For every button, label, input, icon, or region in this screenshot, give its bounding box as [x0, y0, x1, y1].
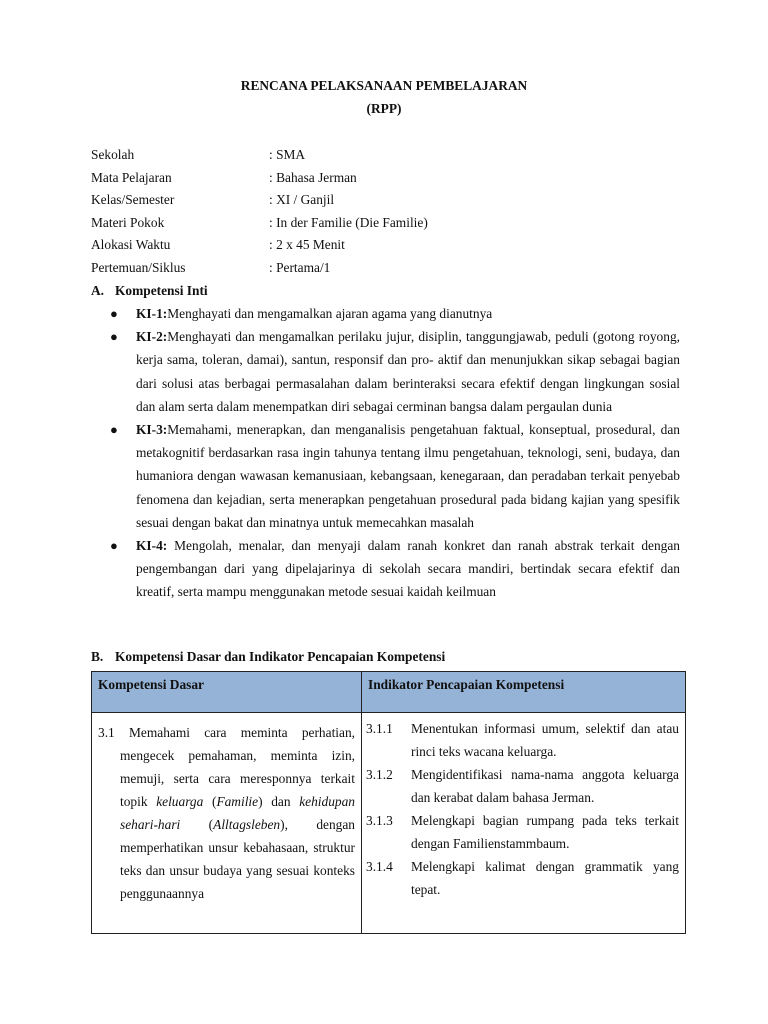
column-header-indikator: Indikator Pencapaian Kompetensi — [362, 672, 686, 713]
info-value: : Bahasa Jerman — [269, 169, 357, 185]
info-row — [91, 257, 691, 280]
bullet-icon: ● — [110, 422, 118, 438]
indicator-number: 3.1.3 — [366, 813, 393, 828]
info-label: Pertemuan/Siklus — [91, 259, 186, 275]
list-item — [110, 418, 680, 534]
info-row — [91, 189, 691, 212]
kd-term: Familie — [216, 794, 259, 809]
ki-code: KI-2: — [136, 329, 168, 345]
competency-table — [91, 671, 686, 934]
indicator-number: 3.1.2 — [366, 767, 393, 782]
indicator-text: Melengkapi kalimat dengan grammatik yang tepat. — [411, 859, 679, 897]
bullet-icon: ● — [110, 538, 118, 554]
kd-text: ) dan — [258, 794, 300, 809]
info-label: Mata Pelajaran — [91, 169, 172, 185]
kd-text: ( — [203, 794, 217, 809]
info-row — [91, 144, 691, 167]
indicator-text: Mengidentifikasi nama-nama anggota keluarga dan kerabat dalam bahasa Jerman. — [411, 767, 679, 805]
table-header-row — [92, 672, 686, 713]
ki-text: Menghayati dan mengamalkan ajaran agama yang dianutnya — [167, 306, 493, 321]
info-label: Materi Pokok — [91, 214, 165, 230]
kd-text: ), dengan memperhatikan unsur kebahasaan, struktur teks dan unsur budaya yang sesuai konteks penggunaannya — [120, 817, 356, 901]
list-item — [110, 325, 680, 418]
info-value: : XI / Ganjil — [269, 192, 335, 208]
kompetensi-inti-list — [110, 302, 680, 604]
kd-term: keluarga — [156, 794, 204, 809]
info-row — [91, 167, 691, 190]
info-value: : Pertama/1 — [269, 259, 331, 275]
identity-block — [91, 144, 691, 280]
table-row — [92, 713, 686, 934]
bullet-icon: ● — [110, 329, 118, 345]
document-title: RENCANA PELAKSANAAN PEMBELAJARAN — [240, 78, 528, 93]
list-item — [366, 763, 679, 809]
info-label: Alokasi Waktu — [91, 237, 171, 253]
ki-code: KI-4: — [136, 538, 168, 554]
ki-code: KI-1: — [136, 306, 168, 321]
list-item — [110, 302, 680, 325]
list-item — [366, 717, 679, 763]
section-title: Kompetensi Dasar dan Indikator Pencapaian Kompetensi — [115, 649, 446, 664]
list-item — [366, 855, 679, 901]
info-value: : In der Familie (Die Familie) — [269, 214, 428, 230]
section-title: Kompetensi Inti — [115, 283, 208, 298]
ki-code: KI-3: — [136, 422, 168, 438]
info-row — [91, 212, 691, 235]
info-label: Kelas/Semester — [91, 192, 175, 208]
kompetensi-dasar-cell — [92, 713, 362, 934]
ki-text: Menghayati dan mengamalkan perilaku jujur, disiplin, tanggungjawab, peduli (gotong royong, kerja sama, toleran, damai), santun, responsif dan pro- aktif dan menunjukkan sikap sebagai bagian dari solusi atas berbagai permasalahan dalam berinteraksi secara efektif dengan lingkungan sosial dan alam serta dalam menempatkan diri sebagai cerminan bangsa dalam pergaulan dunia — [136, 329, 680, 414]
list-item — [110, 534, 680, 604]
section-letter: A. — [91, 283, 105, 298]
info-value: : SMA — [269, 147, 306, 162]
section-b-heading — [91, 646, 445, 668]
kd-term: Alltagsleben — [213, 817, 281, 832]
indicator-text: Menentukan informasi umum, selektif dan atau rinci teks wacana keluarga. — [411, 721, 679, 759]
section-letter: B. — [91, 649, 104, 664]
info-label: Sekolah — [91, 147, 135, 162]
indicator-number: 3.1.4 — [366, 859, 393, 874]
indicator-number: 3.1.1 — [366, 721, 393, 736]
info-row — [91, 234, 691, 257]
section-a-heading — [91, 280, 208, 302]
info-value: : 2 x 45 Menit — [269, 237, 345, 253]
column-header-kompetensi-dasar: Kompetensi Dasar — [92, 672, 362, 713]
document-subtitle: (RPP) — [366, 101, 402, 116]
kd-text: ( — [180, 817, 214, 832]
kd-term: kehidupan sehari-hari — [120, 794, 355, 832]
ki-text: Mengolah, menalar, dan menyaji dalam ranah konkret dan ranah abstrak terkait dengan pengembangan dari yang dipelajarinya di sekolah secara mandiri, bertindak secara efektif dan kreatif, serta mampu menggunakan metode sesuai kaidah keilmuan — [136, 538, 680, 600]
bullet-icon: ● — [110, 306, 118, 321]
list-item — [366, 809, 679, 855]
indicator-text: Melengkapi bagian rumpang pada teks terkait dengan Familienstammbaum. — [411, 813, 679, 851]
kd-text: 3.1 Memahami cara meminta perhatian, mengecek pemahaman, meminta izin, memuji, serta cara meresponnya terkait topik — [98, 725, 355, 809]
ki-text: Memahami, menerapkan, dan menganalisis pengetahuan faktual, konseptual, prosedural, dan metakognitif berdasarkan rasa ingin tahunya tentang ilmu pengetahuan, teknologi, seni, budaya, dan humaniora dengan wawasan kemanusiaan, kebangsaan, kenegaraan, dan peradaban terkait penyebab fenomena dan kejadian, serta menerapkan pengetahuan prosedural pada bidang kajian yang spesifik sesuai dengan bakat dan minatnya untuk memecahkan masalah — [136, 422, 680, 530]
indikator-cell — [362, 713, 686, 934]
